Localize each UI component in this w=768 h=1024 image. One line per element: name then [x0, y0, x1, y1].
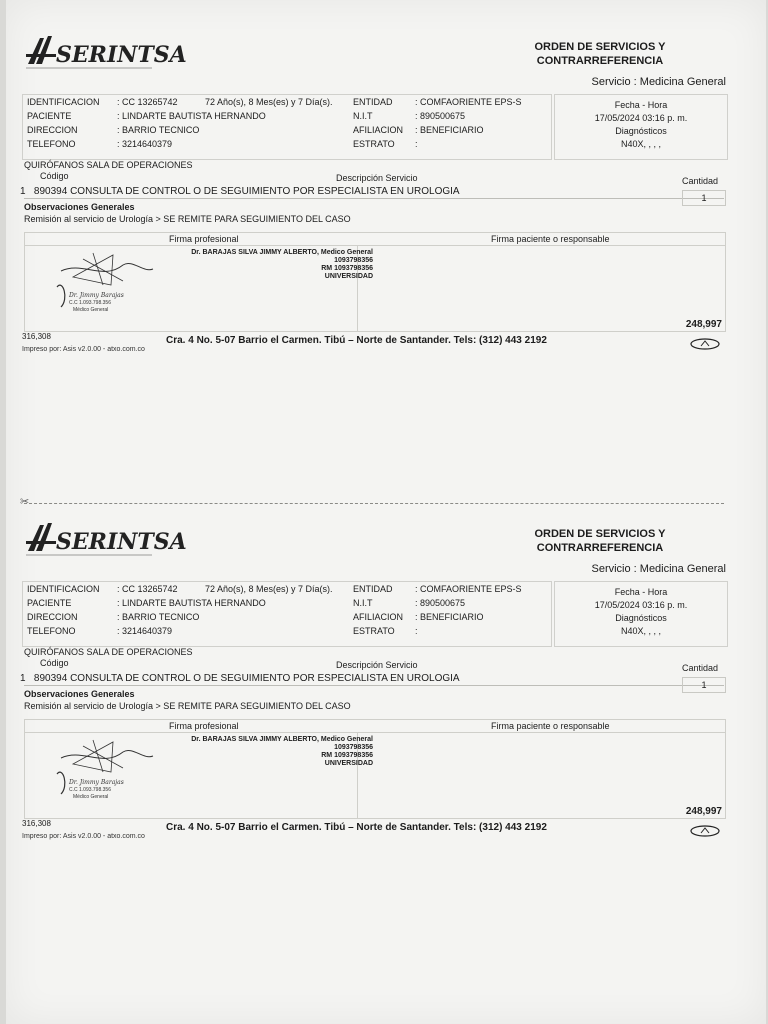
value-afiliacion: : BENEFICIARIO: [415, 125, 484, 135]
svg-text:Dr. Jimmy Barajas: Dr. Jimmy Barajas: [69, 779, 124, 786]
value-entidad: : COMFAORIENTE EPS-S: [415, 97, 522, 107]
label-cantidad: Cantidad: [682, 176, 719, 186]
value-telefono: : 3214640379: [117, 139, 173, 149]
label-telefono: TELEFONO: [27, 139, 76, 149]
svg-text:Dr. Jimmy Barajas: Dr. Jimmy Barajas: [69, 292, 124, 299]
label-codigo: Código: [40, 658, 69, 668]
doctor-id: 1093798356: [334, 744, 373, 751]
item-descripcion: CONSULTA DE CONTROL O DE SEGUIMIENTO POR ESPECIALISTA EN UROLOGIA: [70, 186, 460, 197]
value-edad: 72 Año(s), 8 Mes(es) y 7 Día(s).: [205, 584, 333, 594]
document-title: ORDEN DE SERVICIOS Y CONTRARREFERENCIA: [534, 41, 666, 67]
label-paciente: PACIENTE: [27, 598, 72, 608]
value-paciente: : LINDARTE BAUTISTA HERNANDO: [117, 598, 266, 608]
label-afiliacion: AFILIACION: [353, 612, 404, 622]
service-label: Servicio : Medicina General: [591, 563, 726, 575]
doctor-info: [153, 249, 373, 281]
item-cantidad: 1: [682, 190, 726, 206]
label-nit: N.I.T: [353, 598, 373, 608]
label-descripcion-servicio: Descripción Servicio: [336, 660, 418, 670]
svg-text:C.C 1.093.798.356: C.C 1.093.798.356: [69, 787, 111, 793]
label-firma-paciente: Firma paciente o responsable: [491, 721, 610, 731]
item-descripcion: CONSULTA DE CONTROL O DE SEGUIMIENTO POR ESPECIALISTA EN UROLOGIA: [70, 673, 460, 684]
scissor-icon: ✂: [20, 496, 30, 508]
value-direccion: : BARRIO TECNICO: [117, 612, 200, 622]
value-diagnostico: N40X, , , ,: [620, 139, 662, 149]
svg-text:SERINTSA: SERINTSA: [56, 529, 187, 555]
signature-box: [24, 232, 726, 332]
footer-logo-icon: [690, 824, 720, 836]
doctor-rm: RM 1093798356: [321, 265, 373, 272]
label-entidad: ENTIDAD: [353, 584, 393, 594]
label-cantidad: Cantidad: [682, 663, 719, 673]
label-paciente: PACIENTE: [27, 111, 72, 121]
label-fecha-hora: Fecha - Hora: [614, 100, 668, 110]
patient-info-box: [22, 94, 552, 160]
printed-by: Impreso por: Asis v2.0.00 - atxo.com.co: [22, 833, 145, 840]
value-estrato: :: [415, 626, 418, 636]
order-copy-bottom: [6, 515, 766, 875]
serintsa-logo: [22, 515, 187, 561]
doctor-signature-stamp: [53, 738, 163, 802]
item-codigo: 890394: [33, 673, 68, 684]
value-nit: : 890500675: [415, 111, 466, 121]
doctor-rm: RM 1093798356: [321, 752, 373, 759]
printed-by: Impreso por: Asis v2.0.00 - atxo.com.co: [22, 346, 145, 353]
serintsa-logo: [22, 28, 187, 74]
footer-logo-icon: [690, 337, 720, 349]
item-divider: [24, 198, 724, 199]
svg-text:SERINTSA: SERINTSA: [56, 42, 187, 68]
section-title: QUIRÓFANOS SALA DE OPERACIONES: [24, 647, 193, 657]
value-fecha: 17/05/2024 03:16 p. m.: [594, 113, 688, 123]
label-identificacion: IDENTIFICACION: [27, 584, 100, 594]
service-label: Servicio : Medicina General: [591, 76, 726, 88]
value-identificacion: : CC 13265742: [117, 97, 178, 107]
item-divider: [24, 685, 724, 686]
observacion-text: Remisión al servicio de Urología > SE REMITE PARA SEGUIMIENTO DEL CASO: [24, 701, 351, 711]
doctor-info: [153, 736, 373, 768]
label-nit: N.I.T: [353, 111, 373, 121]
value-edad: 72 Año(s), 8 Mes(es) y 7 Día(s).: [205, 97, 333, 107]
value-identificacion: : CC 13265742: [117, 584, 178, 594]
cut-line: [24, 503, 724, 504]
item-index: 1: [20, 186, 26, 197]
value-afiliacion: : BENEFICIARIO: [415, 612, 484, 622]
svg-text:C.C 1.093.798.356: C.C 1.093.798.356: [69, 300, 111, 306]
label-direccion: DIRECCION: [27, 612, 78, 622]
label-observaciones: Observaciones Generales: [24, 202, 135, 212]
doctor-name: Dr. BARAJAS SILVA JIMMY ALBERTO, Medico General: [191, 736, 373, 743]
doctor-name: Dr. BARAJAS SILVA JIMMY ALBERTO, Medico General: [191, 249, 373, 256]
date-diagnosis-box: [554, 581, 728, 647]
section-title: QUIRÓFANOS SALA DE OPERACIONES: [24, 160, 193, 170]
label-diagnosticos: Diagnósticos: [615, 126, 667, 136]
doctor-univ: UNIVERSIDAD: [324, 760, 373, 767]
footer-address: Cra. 4 No. 5-07 Barrio el Carmen. Tibú – Norte de Santander. Tels: (312) 443 2192: [166, 822, 547, 833]
label-telefono: TELEFONO: [27, 626, 76, 636]
label-codigo: Código: [40, 171, 69, 181]
label-estrato: ESTRATO: [353, 626, 395, 636]
total-amount: 248,997: [685, 806, 722, 817]
document-page: [6, 0, 766, 1024]
value-diagnostico: N40X, , , ,: [620, 626, 662, 636]
label-diagnosticos: Diagnósticos: [615, 613, 667, 623]
doctor-univ: UNIVERSIDAD: [324, 273, 373, 280]
value-paciente: : LINDARTE BAUTISTA HERNANDO: [117, 111, 266, 121]
value-direccion: : BARRIO TECNICO: [117, 125, 200, 135]
value-entidad: : COMFAORIENTE EPS-S: [415, 584, 522, 594]
item-index: 1: [20, 673, 26, 684]
total-amount: 248,997: [685, 319, 722, 330]
label-firma-profesional: Firma profesional: [169, 721, 239, 731]
label-observaciones: Observaciones Generales: [24, 689, 135, 699]
signature-box: [24, 719, 726, 819]
label-descripcion-servicio: Descripción Servicio: [336, 173, 418, 183]
item-cantidad: 1: [682, 677, 726, 693]
label-firma-paciente: Firma paciente o responsable: [491, 234, 610, 244]
value-estrato: :: [415, 139, 418, 149]
item-row: [20, 673, 460, 684]
item-codigo: 890394: [33, 186, 68, 197]
footer-number: 316,308: [22, 332, 51, 341]
date-diagnosis-box: [554, 94, 728, 160]
label-firma-profesional: Firma profesional: [169, 234, 239, 244]
value-fecha: 17/05/2024 03:16 p. m.: [594, 600, 688, 610]
label-afiliacion: AFILIACION: [353, 125, 404, 135]
footer-number: 316,308: [22, 819, 51, 828]
label-estrato: ESTRATO: [353, 139, 395, 149]
svg-text:Médico General: Médico General: [73, 794, 109, 800]
order-copy-top: [6, 28, 766, 388]
label-identificacion: IDENTIFICACION: [27, 97, 100, 107]
observacion-text: Remisión al servicio de Urología > SE REMITE PARA SEGUIMIENTO DEL CASO: [24, 214, 351, 224]
label-direccion: DIRECCION: [27, 125, 78, 135]
label-fecha-hora: Fecha - Hora: [614, 587, 668, 597]
svg-text:Médico General: Médico General: [73, 307, 109, 313]
value-telefono: : 3214640379: [117, 626, 173, 636]
value-nit: : 890500675: [415, 598, 466, 608]
label-entidad: ENTIDAD: [353, 97, 393, 107]
item-row: [20, 186, 460, 197]
footer-address: Cra. 4 No. 5-07 Barrio el Carmen. Tibú – Norte de Santander. Tels: (312) 443 2192: [166, 335, 547, 346]
doctor-signature-stamp: [53, 251, 163, 315]
document-title: ORDEN DE SERVICIOS Y CONTRARREFERENCIA: [534, 528, 666, 554]
patient-info-box: [22, 581, 552, 647]
doctor-id: 1093798356: [334, 257, 373, 264]
